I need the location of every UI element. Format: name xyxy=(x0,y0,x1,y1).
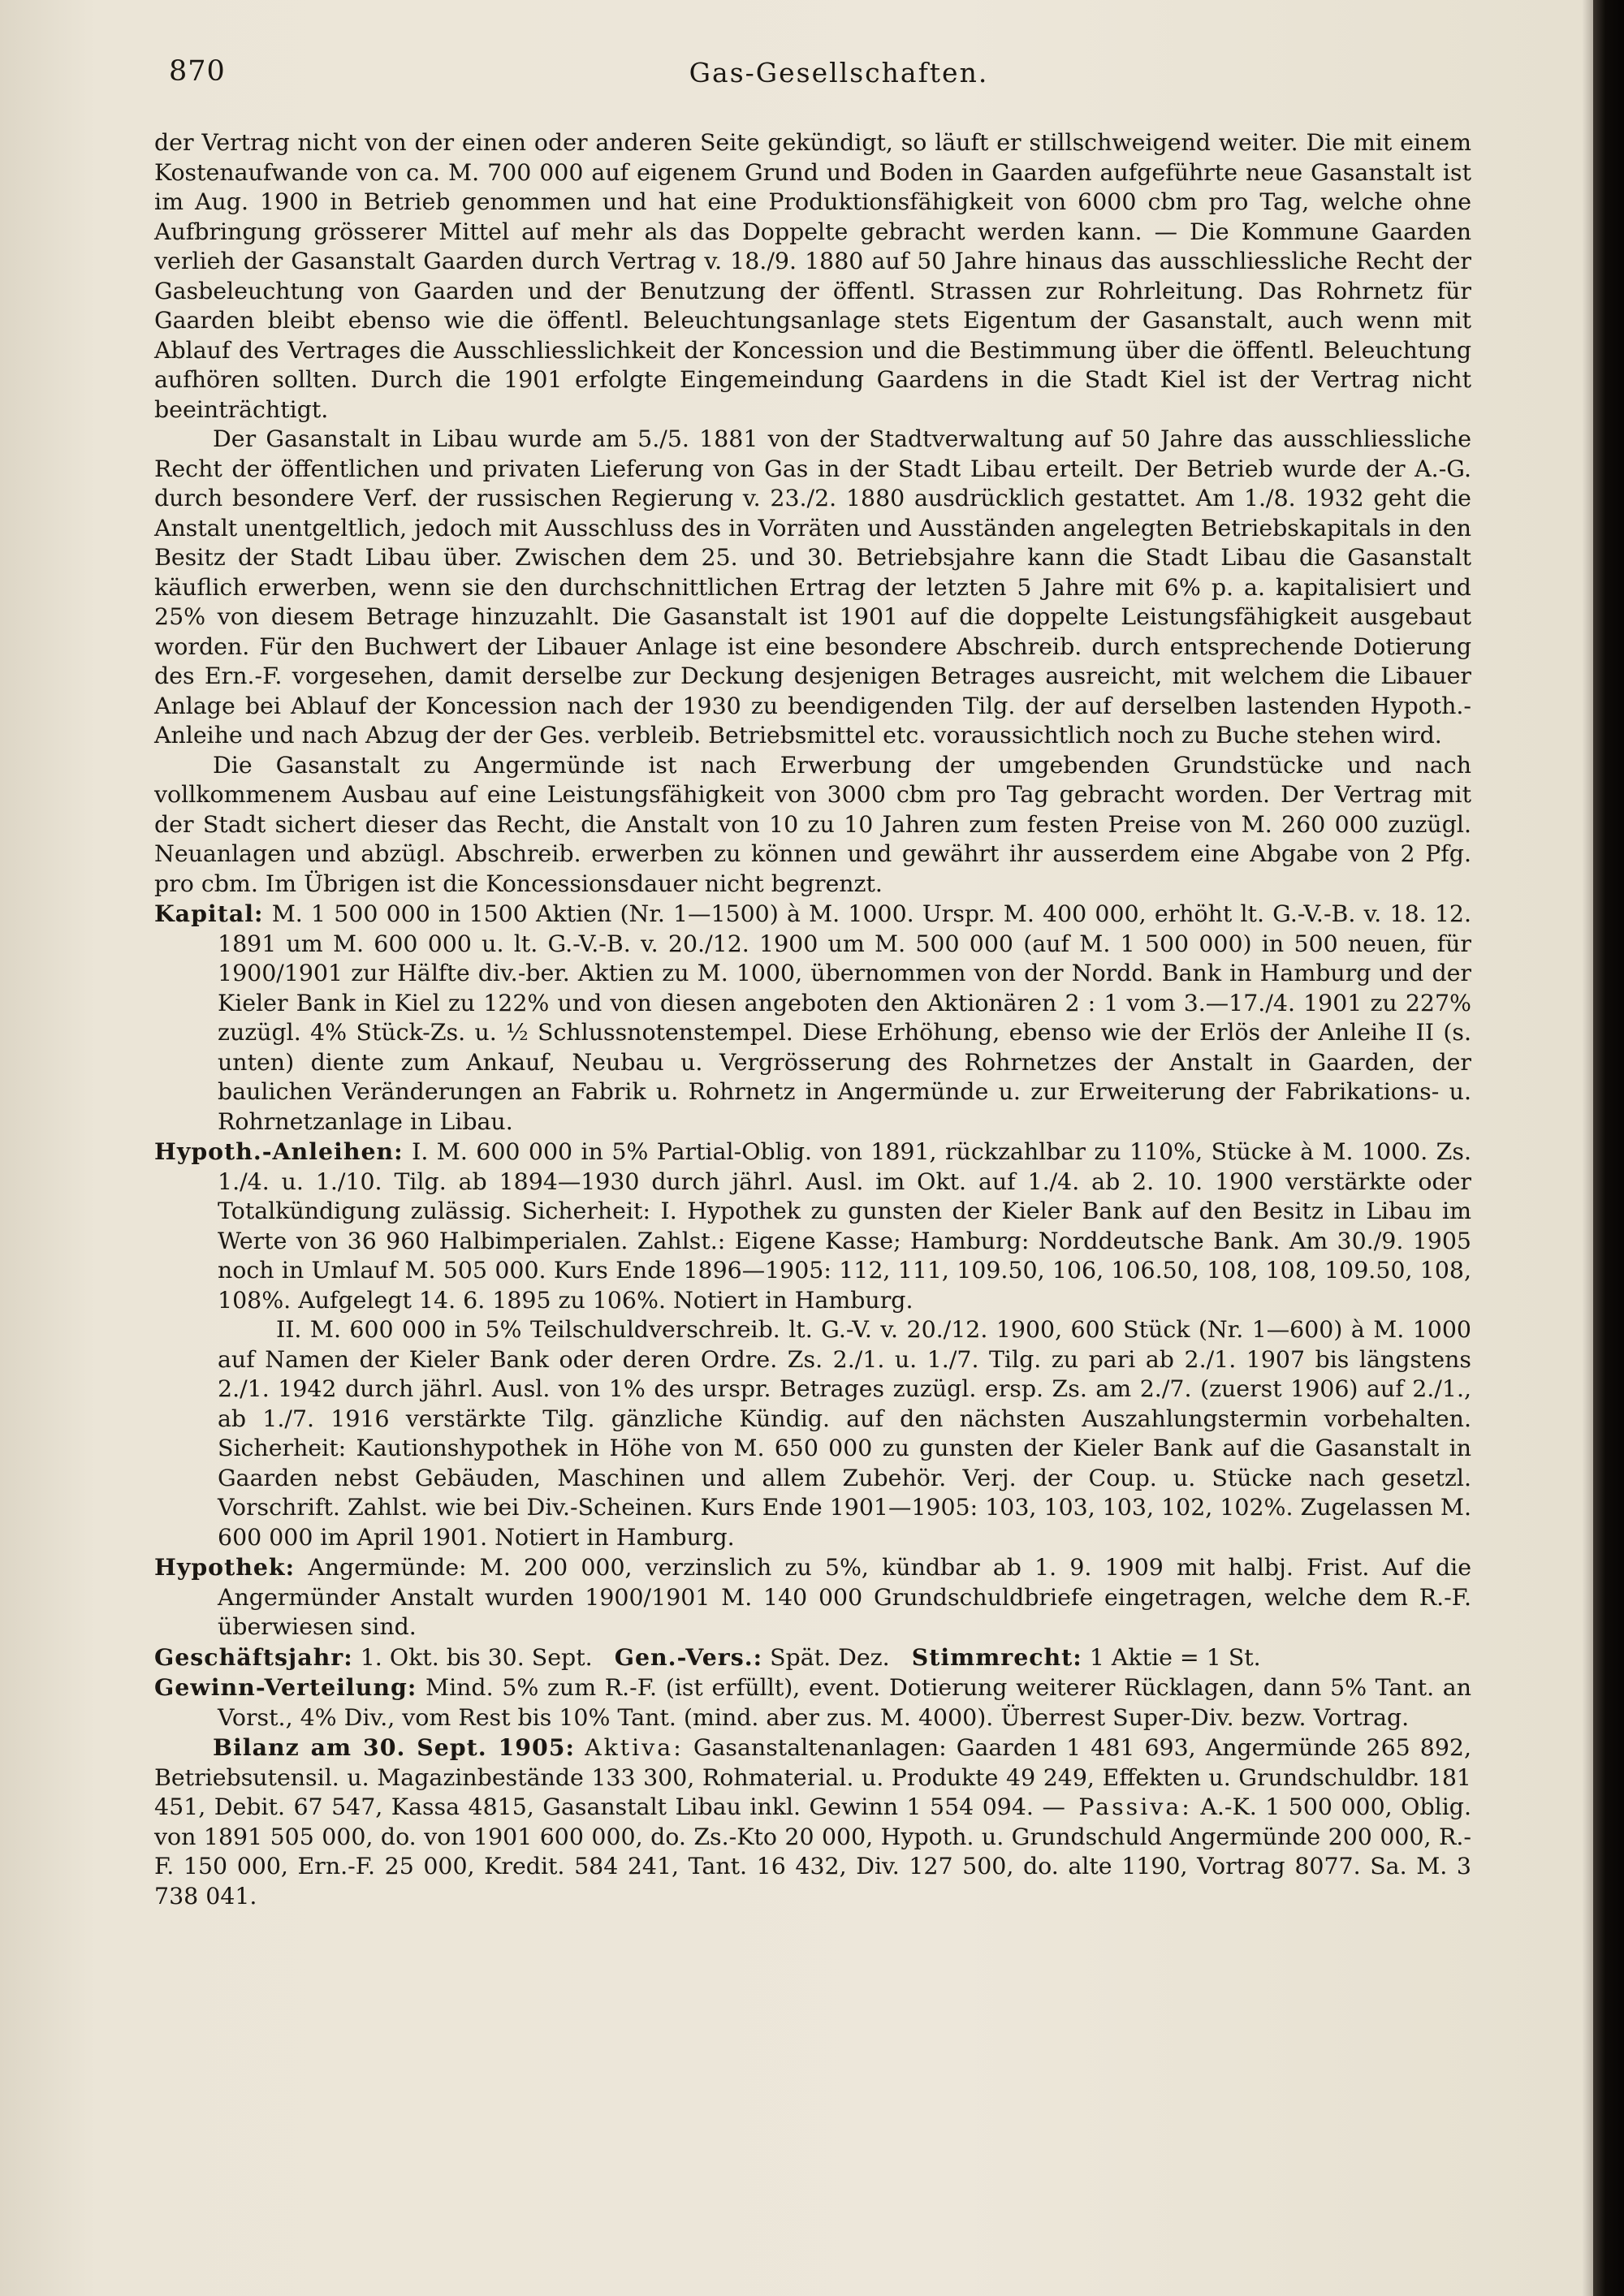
entry-bilanz xyxy=(154,1733,1471,1911)
entry-hypoth-anleihen xyxy=(154,1137,1471,1315)
running-title: Gas-Gesellschaften. xyxy=(689,57,989,88)
hypothek-text: Angermünde: M. 200 000, verzinslich zu 5%, kündbar ab 1. 9. 1909 mit halbj. Frist. Auf die Angermünder Anstalt wurden 1900/1901 M. 140 000 Grundschuldbriefe eingetragen, welche dem R.-F. überwiesen sind. xyxy=(218,1554,1471,1640)
article-body xyxy=(154,128,1471,1911)
bilanz-term: Bilanz am 30. Sept. 1905: xyxy=(213,1733,576,1761)
entry-gewinn-verteilung xyxy=(154,1672,1471,1733)
hypothek-term: Hypothek: xyxy=(154,1553,296,1581)
passiva-label: — Passiva: xyxy=(1042,1793,1192,1820)
entry-geschaeftsjahr xyxy=(154,1642,1471,1673)
hypoth-anleihen-term: Hypoth.-Anleihen: xyxy=(154,1137,404,1165)
page-edge-shadow xyxy=(1582,0,1593,2296)
hypoth-anleihen-ii: II. M. 600 000 in 5% Teilschuldverschreib. lt. G.-V. v. 20./12. 1900, 600 Stück (Nr. 1—600) à M. 1000 auf Namen der Kieler Bank oder deren Ordre. Zs. 2./1. u. 1./7. Tilg. zu pari ab 2./1. 1907 bis längstens 2./1. 1942 durch jährl. Ausl. von 1% des urspr. Betrages zuzügl. ersp. Zs. am 2./7. (zuerst 1906) auf 2./1., ab 1./7. 1916 verstärkte Tilg. gänzliche Kündig. auf den nächsten Auszahlungstermin vorbehalten. Sicherheit: Kautionshypothek in Höhe von M. 650 000 zu gunsten der Kieler Bank auf die Gasanstalt in Gaarden nebst Gebäuden, Maschinen und allem Zubehör. Verj. der Coup. u. Stücke nach gesetzl. Vorschrift. Zahlst. wie bei Div.-Scheinen. Kurs Ende 1901—1905: 103, 103, 103, 102, 102%. Zugelassen M. 600 000 im April 1901. Notiert in Hamburg. xyxy=(218,1316,1471,1551)
page-number: 870 xyxy=(169,55,226,88)
paragraph-gaarden: der Vertrag nicht von der einen oder anderen Seite gekündigt, so läuft er stillschweigend weiter. Die mit einem Kostenaufwande von ca. M. 700 000 auf eigenem Grund und Boden in Gaarden aufgeführte neue Gasanstalt ist im Aug. 1900 in Betrieb genommen und hat eine Produktionsfähigkeit von 6000 cbm pro Tag, welche ohne Aufbringung grösserer Mittel auf mehr als das Doppelte gebracht werden kann. — Die Kommune Gaarden verlieh der Gasanstalt Gaarden durch Vertrag v. 18./9. 1880 auf 50 Jahre hinaus das ausschliessliche Recht der Gasbeleuchtung von Gaarden und der Benutzung der öffentl. Strassen zur Rohrleitung. Das Rohrnetz für Gaarden bleibt ebenso wie die öffentl. Beleuchtungsanlage stets Eigentum der Gasanstalt, auch wenn mit Ablauf des Vertrages die Ausschliesslichkeit der Koncession und die Bestimmung über die öffentl. Beleuchtung aufhören sollten. Durch die 1901 erfolgte Eingemeindung Gaardens in die Stadt Kiel ist der Vertrag nicht beeinträchtigt. xyxy=(154,129,1471,423)
paragraph-angermuende: Die Gasanstalt zu Angermünde ist nach Erwerbung der umgebenden Grundstücke und nach vollkommenem Ausbau auf eine Leistungsfähigkeit von 3000 cbm pro Tag gebracht worden. Der Vertrag mit der Stadt sichert dieser das Recht, die Anstalt von 10 zu 10 Jahren zum festen Preise von M. 260 000 zuzügl. Neuanlagen und abzügl. Abschreib. erwerben zu können und gewährt ihr ausserdem eine Abgabe von 2 Pfg. pro cbm. Im Übrigen ist die Koncessionsdauer nicht begrenzt. xyxy=(154,751,1471,897)
gen-vers-term: Gen.-Vers.: xyxy=(614,1642,763,1671)
passiva-text: A.-K. 1 500 000, Oblig. von 1891 505 000, do. von 1901 600 000, do. Zs.-Kto 20 000, Hypoth. u. Grundschuld Angermünde 200 000, R.-F. 150 000, Ern.-F. 25 000, Kredit. 584 241, Tant. 16 432, Div. 127 500, do. alte 1190, Vortrag 8077. Sa. M. 3 738 041. xyxy=(154,1793,1471,1910)
kapital-term: Kapital: xyxy=(154,900,264,927)
page-header xyxy=(169,55,1468,96)
stimmrecht-term: Stimmrecht: xyxy=(911,1642,1082,1671)
kapital-text: M. 1 500 000 in 1500 Aktien (Nr. 1—1500) à M. 1000. Urspr. M. 400 000, erhöht lt. G.-V.-B. v. 18. 12. 1891 um M. 600 000 u. lt. G.-V.-B. v. 20./12. 1900 um M. 500 000 (auf M. 1 500 000) in 500 neuen, für 1900/1901 zur Hälfte div.-ber. Aktien zu M. 1000, übernommen von der Nordd. Bank in Hamburg und der Kieler Bank in Kiel zu 122% und von diesen angeboten den Aktionären 2 : 1 vom 3.—17./4. 1901 zu 227% zuzügl. 4% Stück-Zs. u. ½ Schlussnotenstempel. Diese Erhöhung, ebenso wie der Erlös der Anleihe II (s. unten) diente zum Ankauf, Neubau u. Vergrösserung des Rohrnetzes der Anstalt in Gaarden, der baulichen Veränderungen an Fabrik u. Rohrnetz in Angermünde u. zur Erweiterung der Fabrikations- u. Rohrnetzanlage in Libau. xyxy=(218,900,1471,1135)
gewinn-text: Mind. 5% zum R.-F. (ist erfüllt), event. Dotierung weiterer Rücklagen, dann 5% Tant. an Vorst., 4% Div., vom Rest bis 10% Tant. (mind. aber zus. M. 4000). Überrest Super-Div. bezw. Vortrag. xyxy=(218,1674,1471,1731)
gewinn-term: Gewinn-Verteilung: xyxy=(154,1673,417,1701)
hypoth-anleihen-text-i: I. M. 600 000 in 5% Partial-Oblig. von 1891, rückzahlbar zu 110%, Stücke à M. 1000. Zs. 1./4. u. 1./10. Tilg. ab 1894—1930 durch jährl. Ausl. im Okt. auf 1./4. ab 2. 10. 1900 verstärkte oder Totalkündigung zulässig. Sicherheit: I. Hypothek zu gunsten der Kieler Bank auf den Besitz in Libau im Werte von 36 960 Halbimperialen. Zahlst.: Eigene Kasse; Hamburg: Norddeutsche Bank. Am 30./9. 1905 noch in Umlauf M. 505 000. Kurs Ende 1896—1905: 112, 111, 109.50, 106, 106.50, 108, 108, 109.50, 108, 108%. Aufgelegt 14. 6. 1895 zu 106%. Notiert in Hamburg. xyxy=(218,1138,1471,1314)
gen-vers-text: Spät. Dez. xyxy=(770,1643,890,1671)
paragraph-libau: Der Gasanstalt in Libau wurde am 5./5. 1881 von der Stadtverwaltung auf 50 Jahre das ausschliessliche Recht der öffentlichen und privaten Lieferung von Gas in der Stadt Libau erteilt. Der Betrieb wurde der A.-G. durch besondere Verf. der russischen Regierung v. 23./2. 1880 ausdrücklich gestattet. Am 1./8. 1932 geht die Anstalt unentgeltlich, jedoch mit Ausschluss des in Vorräten und Ausständen angelegten Betriebskapitals in den Besitz der Stadt Libau über. Zwischen dem 25. und 30. Betriebsjahre kann die Stadt Libau die Gasanstalt käuflich erwerben, wenn sie den durchschnittlichen Ertrag der letzten 5 Jahre mit 6% p. a. kapitalisiert und 25% von diesem Betrage hinzuzahlt. Die Gasanstalt ist 1901 auf die doppelte Leistungsfähigkeit ausgebaut worden. Für den Buchwert der Libauer Anlage ist eine besondere Abschreib. durch entsprechende Dotierung des Ern.-F. vorgesehen, damit derselbe zur Deckung desjenigen Betrages ausreicht, mit welchem die Libauer Anlage bei Ablauf der Koncession nach der 1930 zu beendigenden Tilg. der auf derselben lastenden Hypoth.-Anleihe und nach Abzug der der Ges. verbleib. Betriebsmittel etc. voraussichtlich noch zu Buche stehen wird. xyxy=(154,425,1471,749)
geschaeftsjahr-term: Geschäftsjahr: xyxy=(154,1642,353,1671)
entry-kapital xyxy=(154,899,1471,1137)
stimmrecht-text: 1 Aktie = 1 St. xyxy=(1089,1643,1261,1671)
aktiva-text: Gasanstaltenanlagen: Gaarden 1 481 693, Angermünde 265 892, Betriebsutensil. u. Magazinbestände 133 300, Rohmaterial. u. Produkte 49 249, Effekten u. Grundschuldbr. 181 451, Debit. 67 547, Kassa 4815, Gasanstalt Libau inkl. Gewinn 1 554 094. xyxy=(154,1734,1471,1820)
entry-hypothek xyxy=(154,1552,1471,1642)
geschaeftsjahr-text: 1. Okt. bis 30. Sept. xyxy=(360,1643,593,1671)
book-edge xyxy=(1593,0,1624,2296)
aktiva-label: Aktiva: xyxy=(585,1734,684,1761)
